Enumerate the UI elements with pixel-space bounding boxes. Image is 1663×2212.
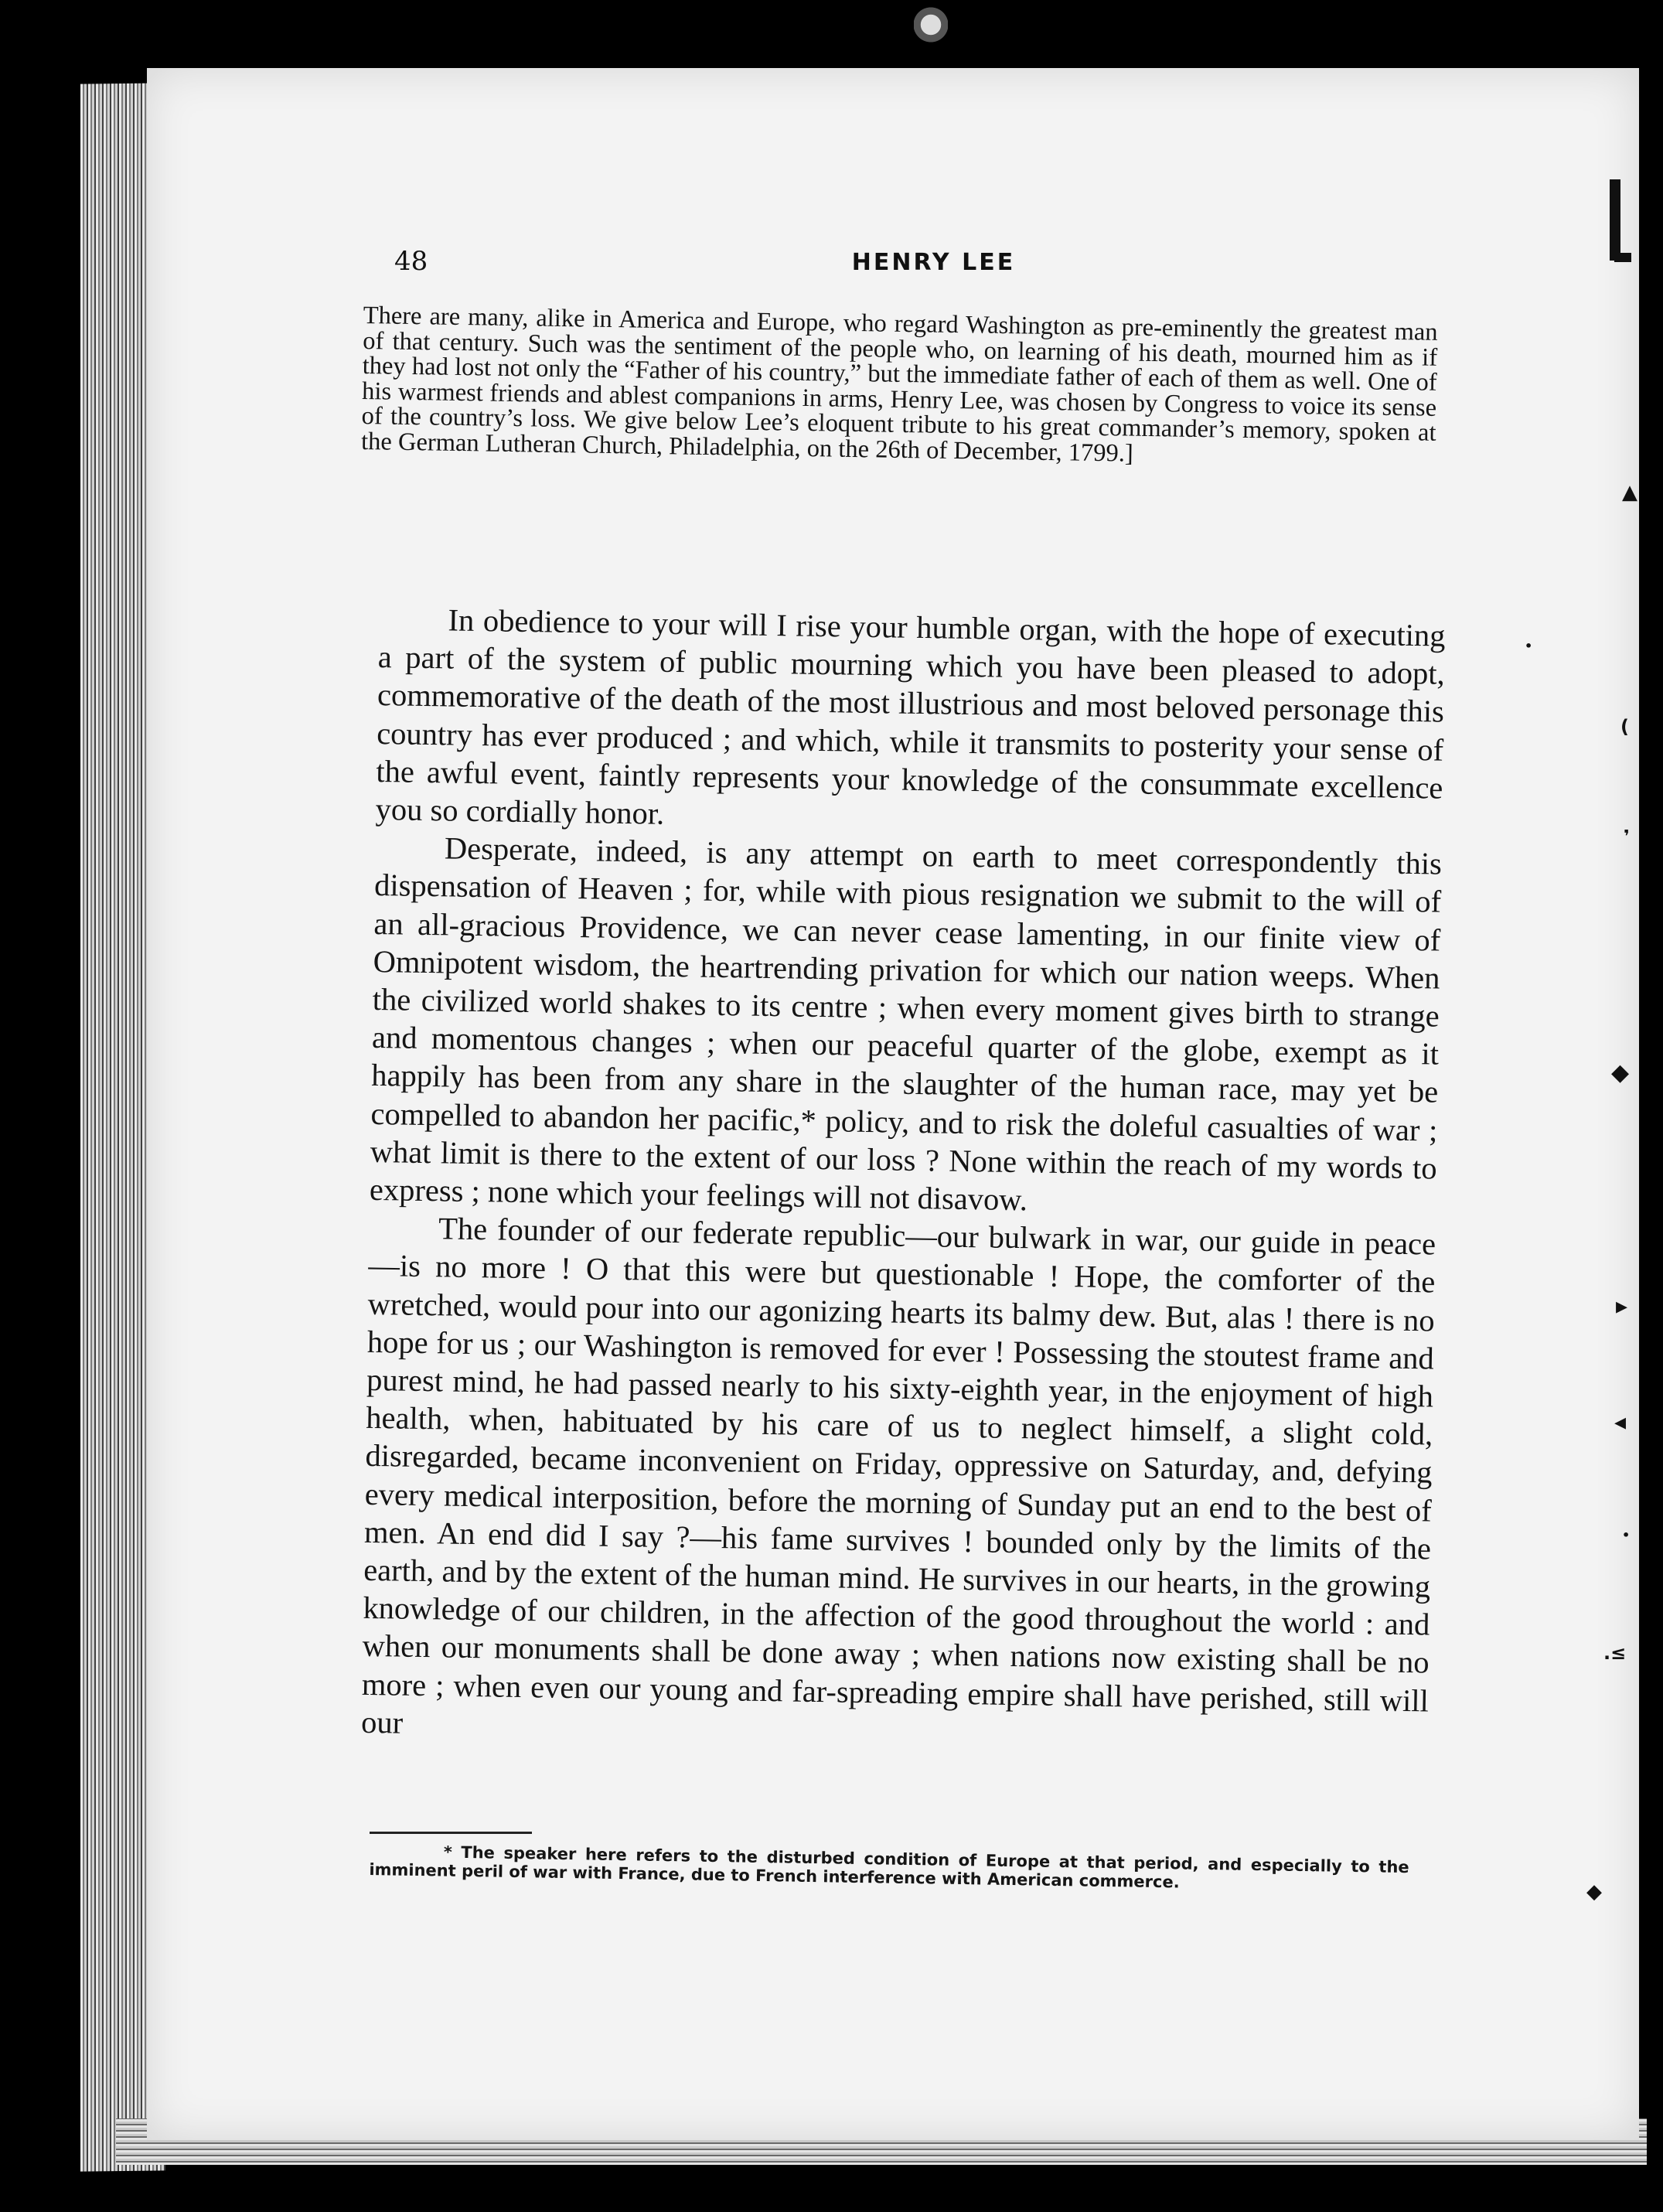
page-number: 48 [394, 246, 428, 277]
margin-bar-mark [1610, 179, 1620, 261]
margin-speck-mark: ◆ [1611, 1059, 1630, 1086]
margin-speck-mark: ◆ [1586, 1880, 1602, 1904]
margin-speck-mark: ◂ [1614, 1409, 1627, 1436]
footnote-rule [370, 1832, 532, 1834]
margin-speck-mark: • [1525, 639, 1533, 653]
margin-speck-mark: ❜ [1624, 827, 1630, 847]
page-header [394, 246, 1473, 283]
binding-ornament-icon [914, 2, 948, 48]
paragraph-3: The founder of our federate republic—our bulwark in war, our guide in peace—is no more ! O that this were but questionable ! Hope, the comforter of the wretched, would pour into our agonizing hearts its balmy dew. But, alas ! there is no hope for us ; our Washington is removed for ever ! Possessing the stoutest frame and purest mind, he had passed nearly to his sixty-eighth year, in the enjoyment of high health, when, habituated by his care of us to neglect himself, a slight cold, disregarded, became inconvenient on Friday, oppressive on Saturday, and, defying every medical interposition, before the morning of Sunday put an end to the best of men. An end did I say ?—his fame survives ! bounded only by the limits of the earth, and by the extent of the human mind. He survives in our hearts, in the growing knowledge of our children, in the affection of the good throughout the world : and when our monuments shall be done away ; when nations now existing shall be no more ; when even our young and far-spreading empire shall have perished, still will our [360, 1211, 1436, 1740]
margin-speck-mark: • [1622, 1528, 1631, 1542]
speech-text [361, 600, 1446, 1758]
running-head: HENRY LEE [851, 249, 1016, 276]
margin-speck-mark: ▲ [1622, 481, 1637, 504]
margin-speck-mark: ▸ [1616, 1293, 1628, 1320]
footnote: * The speaker here refers to the disturbed condition of Europe at that period, and especially to the imminent peril of war with France, due to French interference with American commerce. [369, 1842, 1409, 1892]
intro-note: There are many, alike in America and Europe, who regard Washington as pre-eminently the greatest man of that century. Such was the sentiment of the people who, on learning of his death, mourned him as if they had lost not only the “Father of his country,” but the immediate father of each of them as well. One of his warmest friends and ablest companions in arms, Henry Lee, was chosen by Congress to voice its sense of the country’s loss. We give below Lee’s eloquent tribute to his great commander’s memory, spoken at the German Lutheran Church, Philadelphia, on the 26th of December, 1799.] [360, 302, 1438, 468]
paragraph-2: Desperate, indeed, is any attempt on earth to meet correspondently this dispensation of Heaven ; for, while with pious resignation we submit to the will of an all-gracious Providence, we can never cease lamenting, in our finite view of Omnipotent wisdom, the heartrending privation for which our nation weeps. When the civilized world shakes to its centre ; when every moment gives birth to strange and momentous changes ; when our peaceful quarter of the globe, exempt as it happily has been from any share in the slaughter of the human race, may yet be compelled to abandon her pacific,* policy, and to risk the doleful casualties of war ; what limit is there to the extent of our loss ? None within the reach of my words to express ; none which your feelings will not disavow. [369, 830, 1443, 1218]
margin-speck-mark: ( [1620, 716, 1629, 738]
margin-speck-mark: .≤ [1603, 1642, 1627, 1664]
paragraph-1: In obedience to your will I rise your humble organ, with the hope of executing a part of the system of public mourning which you have been pleased to adopt, commemorative of the death of the most illustrious and most beloved personage this country has ever produced ; and which, while it transmits to posterity your sense of the awful event, faintly represents your knowledge of the consummate excellence you so cordially honor. [375, 602, 1446, 831]
